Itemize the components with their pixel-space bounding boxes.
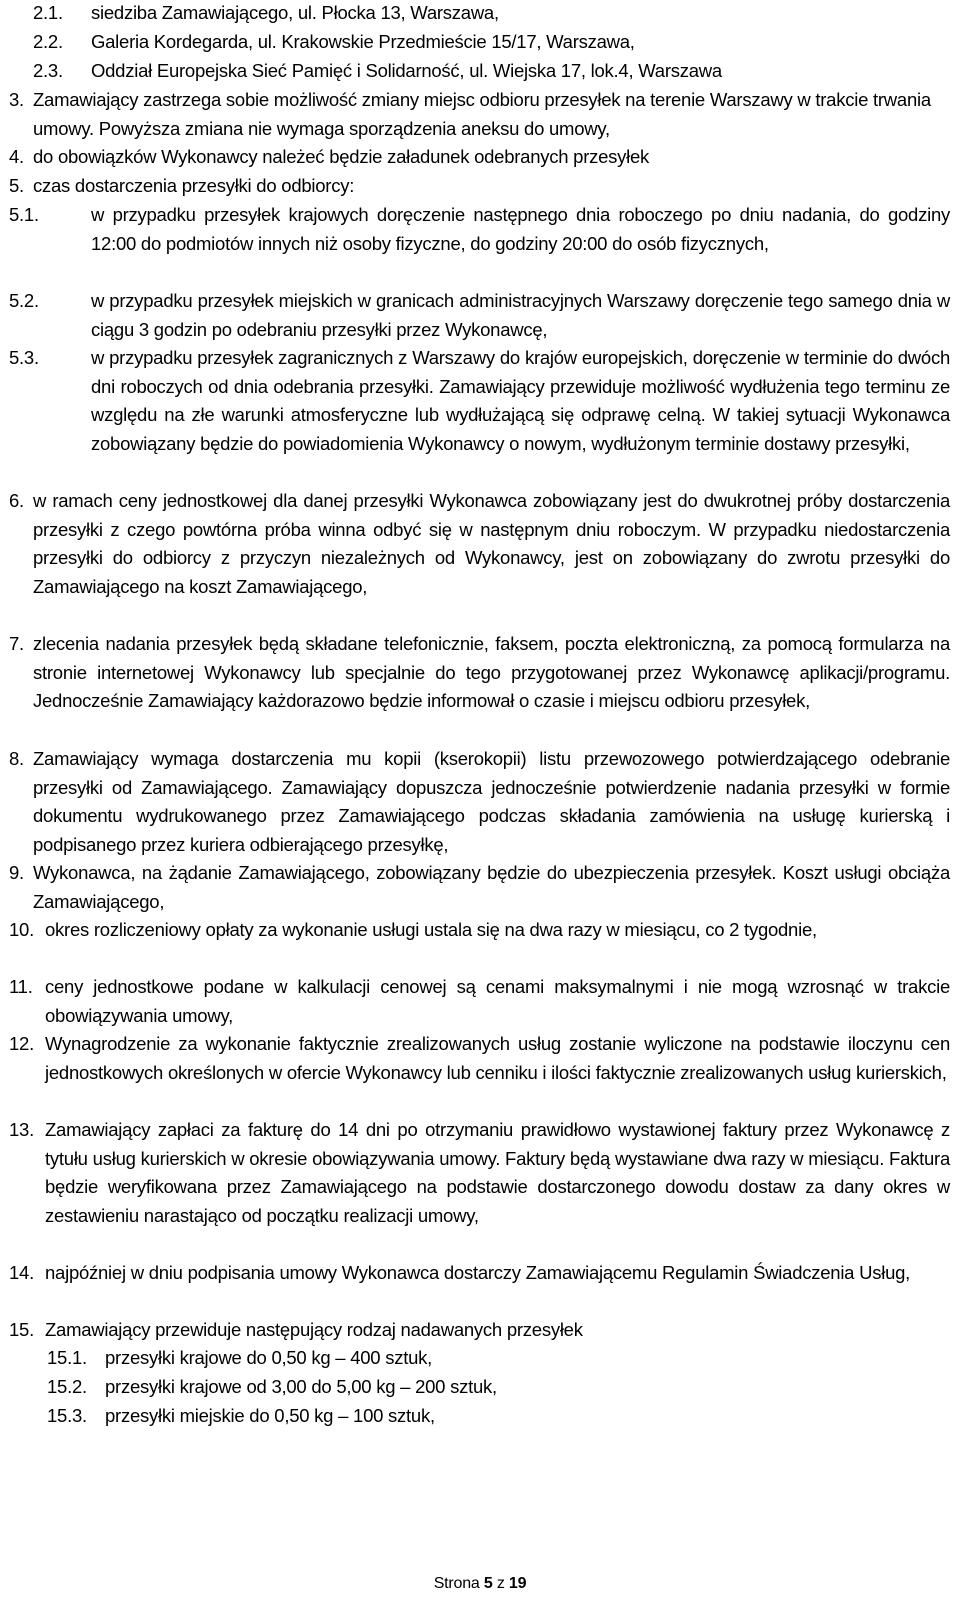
item-text: okres rozliczeniowy opłaty za wykonanie usługi ustala się na dwa razy w miesiącu, co 2 tygodnie, <box>45 919 817 940</box>
item-number: 4. <box>9 146 24 167</box>
item-number: 6. <box>9 490 24 511</box>
item-text: przesyłki krajowe od 3,00 do 5,00 kg – 200 sztuk, <box>105 1376 497 1397</box>
item-text: przesyłki miejskie do 0,50 kg – 100 sztuk, <box>105 1405 435 1426</box>
list-item <box>9 973 950 1030</box>
item-number: 14. <box>9 1262 34 1283</box>
list-item <box>9 0 950 28</box>
footer-total-pages: 19 <box>508 1575 527 1592</box>
item-text: siedziba Zamawiającego, ul. Płocka 13, Warszawa, <box>91 2 499 23</box>
item-text: Zamawiający zapłaci za fakturę do 14 dni po otrzymaniu prawidłowo wystawionej faktury przez Wykonawcę z tytułu usług kurierskich w okresie obowiązywania umowy. Faktury będą wystawiane dwa razy w miesiącu. Faktura będzie weryfikowana przez Zamawiającego na podstawie dostarczonego dowodu dostaw za dany okres w zestawieniu narastająco od początku realizacji umowy, <box>45 1119 950 1226</box>
list-item <box>9 1373 950 1402</box>
item-number: 13. <box>9 1119 34 1140</box>
item-number: 7. <box>9 633 24 654</box>
item-text: w przypadku przesyłek miejskich w granicach administracyjnych Warszawy doręczenie tego samego dnia w ciągu 3 godzin po odebraniu przesyłki przez Wykonawcę, <box>91 290 950 340</box>
item-number: 12. <box>9 1033 34 1054</box>
list-item <box>9 745 950 859</box>
item-text: w ramach ceny jednostkowej dla danej przesyłki Wykonawca zobowiązany jest do dwukrotnej próby dostarczenia przesyłki z czego powtórna próba winna odbyć się w następnym dniu roboczym. W przypadku niedostarczenia przesyłki do odbiorcy z przyczyn niezależnych od Wykonawcy, jest on zobowiązany do zwrotu przesyłki do Zamawiającego na koszt Zamawiającego, <box>33 490 950 597</box>
item-number: 15.2. <box>47 1376 87 1397</box>
item-number: 2.1. <box>33 2 63 23</box>
item-number: 2.3. <box>33 60 63 81</box>
item-text: zlecenia nadania przesyłek będą składane telefonicznie, faksem, poczta elektroniczną, za pomocą formularza na stronie internetowej Wykonawcy lub specjalnie do tego przygotowanej przez Wykonawcę aplikacji/programu. Jednocześnie Zamawiający każdorazowo będzie informował o czasie i miejscu odbioru przesyłek, <box>33 633 950 712</box>
page-footer <box>0 1575 960 1593</box>
item-text: przesyłki krajowe do 0,50 kg – 400 sztuk, <box>105 1347 433 1368</box>
list-item <box>9 1402 950 1431</box>
list-item <box>9 86 950 143</box>
item-text: do obowiązków Wykonawcy należeć będzie załadunek odebranych przesyłek <box>33 146 650 167</box>
list-item <box>9 630 950 716</box>
item-number: 10. <box>9 919 34 940</box>
item-number: 5.1. <box>9 204 39 225</box>
list-item <box>9 172 950 201</box>
list-item <box>9 1344 950 1373</box>
list-item <box>9 287 950 344</box>
item-text: Oddział Europejska Sieć Pamięć i Solidarność, ul. Wiejska 17, lok.4, Warszawa <box>91 60 722 81</box>
list-item <box>9 1316 950 1345</box>
footer-prefix: Strona <box>433 1575 480 1592</box>
item-number: 15.3. <box>47 1405 87 1426</box>
item-number: 9. <box>9 862 24 883</box>
footer-page-number: 5 <box>483 1575 493 1592</box>
list-item <box>9 1030 950 1087</box>
list-item <box>9 201 950 258</box>
item-number: 15. <box>9 1319 34 1340</box>
item-text: w przypadku przesyłek krajowych doręczenie następnego dnia roboczego po dniu nadania, do godziny 12:00 do podmiotów innych niż osoby fizyczne, do godziny 20:00 do osób fizycznych, <box>91 204 950 254</box>
item-text: Galeria Kordegarda, ul. Krakowskie Przedmieście 15/17, Warszawa, <box>91 31 635 52</box>
item-text: Wynagrodzenie za wykonanie faktycznie zrealizowanych usług zostanie wyliczone na podstawie iloczynu cen jednostkowych określonych w ofercie Wykonawcy lub cenniku i ilości faktycznie zrealizowanych usług kurierskich, <box>45 1033 950 1083</box>
item-text: Zamawiający przewiduje następujący rodzaj nadawanych przesyłek <box>45 1319 583 1340</box>
item-number: 8. <box>9 748 24 769</box>
item-number: 3. <box>9 89 24 110</box>
list-item <box>9 1259 950 1288</box>
item-number: 5.3. <box>9 347 39 368</box>
item-number: 5.2. <box>9 290 39 311</box>
list-item <box>9 916 950 945</box>
list-item <box>9 57 950 86</box>
item-number: 15.1. <box>47 1347 87 1368</box>
item-text: Zamawiający zastrzega sobie możliwość zmiany miejsc odbioru przesyłek na terenie Warszawy w trakcie trwania umowy. Powyższa zmiana nie wymaga sporządzenia aneksu do umowy, <box>33 89 931 139</box>
item-number: 5. <box>9 175 24 196</box>
item-text: czas dostarczenia przesyłki do odbiorcy: <box>33 175 355 196</box>
item-number: 2.2. <box>33 31 63 52</box>
list-item <box>9 487 950 601</box>
item-text: najpóźniej w dniu podpisania umowy Wykonawca dostarczy Zamawiającemu Regulamin Świadczenia Usług, <box>45 1262 911 1283</box>
list-item <box>9 344 950 458</box>
item-text: Zamawiający wymaga dostarczenia mu kopii (kserokopii) listu przewozowego potwierdzającego odebranie przesyłki od Zamawiającego. Zamawiający dopuszcza jednocześnie potwierdzenie nadania przesyłki w formie dokumentu wydrukowanego przez Zamawiającego podczas składania zamówienia na usługę kurierską i podpisanego przez kuriera odbierającego przesyłkę, <box>33 748 950 855</box>
list-item <box>9 1116 950 1230</box>
list-item <box>9 28 950 57</box>
item-number: 11. <box>9 976 33 997</box>
list-item <box>9 859 950 916</box>
item-text: Wykonawca, na żądanie Zamawiającego, zobowiązany będzie do ubezpieczenia przesyłek. Koszt usługi obciąża Zamawiającego, <box>33 862 950 912</box>
item-text: ceny jednostkowe podane w kalkulacji cenowej są cenami maksymalnymi i nie mogą wzrosnąć w trakcie obowiązywania umowy, <box>45 976 950 1026</box>
item-text: w przypadku przesyłek zagranicznych z Warszawy do krajów europejskich, doręczenie w terminie do dwóch dni roboczych od dnia odebrania przesyłki. Zamawiający przewiduje możliwość wydłużenia tego terminu ze względu na złe warunki atmosferyczne lub wydłużającą się odprawę celną. W takiej sytuacji Wykonawca zobowiązany będzie do powiadomienia Wykonawcy o nowym, wydłużonym terminie dostawy przesyłki, <box>91 347 950 454</box>
footer-separator: z <box>496 1575 505 1592</box>
list-item <box>9 143 950 172</box>
